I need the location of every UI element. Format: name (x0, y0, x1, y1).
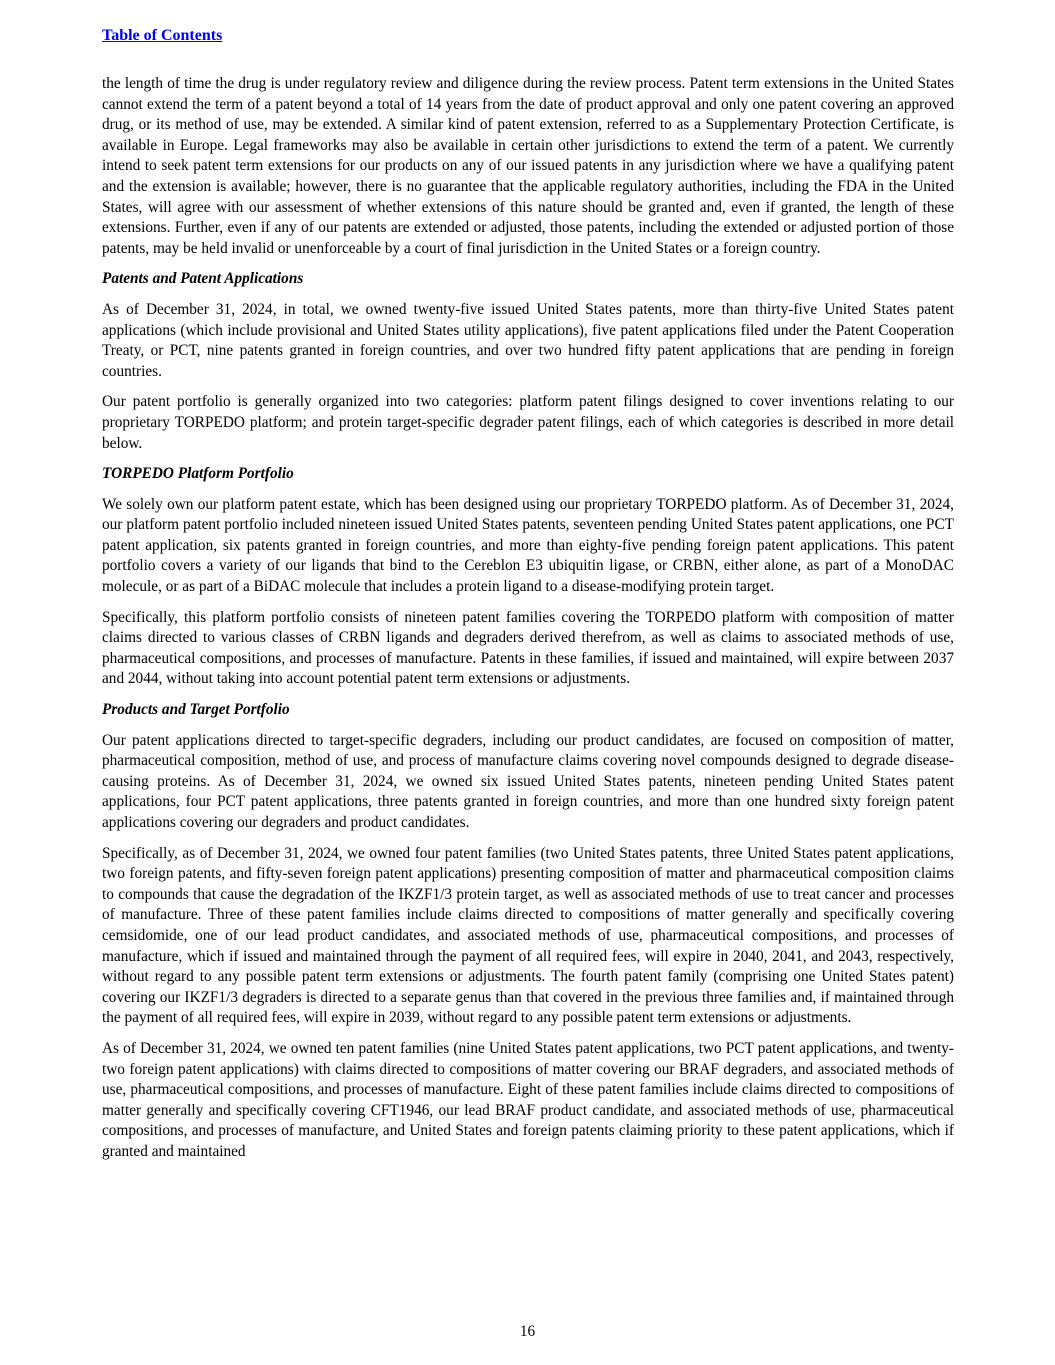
paragraph-platform-patent-estate: We solely own our platform patent estate, which has been designed using our proprietary TORPEDO platform. As of December 31, 2024, our platform patent portfolio included nineteen issued United States patents, seventeen pending United States patent applications, one PCT patent application, six patents granted in foreign countries, and more than eighty-five pending foreign patent applications. This patent portfolio covers a variety of our ligands that bind to the Cereblon E3 ubiquitin ligase, or CRBN, either alone, as part of a MonoDAC molecule, or as part of a BiDAC molecule that includes a protein ligand to a disease-modifying protein target. (102, 495, 954, 596)
heading-torpedo-platform-portfolio: TORPEDO Platform Portfolio (102, 465, 294, 483)
heading-patents-and-applications: Patents and Patent Applications (102, 270, 304, 288)
paragraph-patent-totals: As of December 31, 2024, in total, we owned twenty-five issued United States patents, more than thirty-five United States patent applications (which include provisional and United States utility applications), five patent applications filed under the Patent Cooperation Treaty, or PCT, nine patents granted in foreign countries, and over two hundred fifty patent applications that are pending in foreign countries. (102, 300, 954, 380)
page-number: 16 (519, 1323, 536, 1340)
paragraph-platform-patent-families: Specifically, this platform portfolio consists of nineteen patent families covering the TORPEDO platform with composition of matter claims directed to various classes of CRBN ligands and degraders derived therefrom, as well as claims to associated methods of use, pharmaceutical compositions, and processes of manufacture. Patents in these families, if issued and maintained, will expire between 2037 and 2044, without taking into account potential patent term extensions or adjustments. (102, 608, 954, 688)
heading-products-and-target-portfolio: Products and Target Portfolio (102, 701, 290, 719)
paragraph-patent-term-extension: the length of time the drug is under regulatory review and diligence during the review process. Patent term extensions in the United States cannot extend the term of a patent beyond a total of 14 years from the date of product approval and only one patent covering an approved drug, or its method of use, may be extended. A similar kind of patent extension, referred to as a Supplementary Protection Certificate, is available in Europe. Legal frameworks may also be available in certain other jurisdictions to extend the term of a patent. We currently intend to seek patent term extensions for our products on any of our issued patents in any jurisdiction where we have a qualifying patent and the extension is available; however, there is no guarantee that the applicable regulatory authorities, including the FDA in the United States, will agree with our assessment of whether extensions of this nature should be granted and, even if granted, the length of these extensions. Further, even if any of our patents are extended or adjusted, those patents, including the extended or adjusted portion of those patents, may be held invalid or unenforceable by a court of final jurisdiction in the United States or a foreign country. (102, 75, 954, 257)
paragraph-target-specific-degraders: Our patent applications directed to target-specific degraders, including our product candidates, are focused on composition of matter, pharmaceutical composition, method of use, and process of manufacture claims covering novel compounds designed to degrade disease-causing proteins. As of December 31, 2024, we owned six issued United States patents, nineteen pending United States patent applications, four PCT patent applications, three patents granted in foreign countries, and more than one hundred sixty foreign patent applications covering our degraders and product candidates. (102, 731, 954, 831)
paragraph-ikzf1-3-families: Specifically, as of December 31, 2024, we owned four patent families (two United States patents, three United States patent applications, two foreign patents, and fifty-seven foreign patent applications) presenting composition of matter and pharmaceutical composition claims to compounds that cause the degradation of the IKZF1/3 protein target, as well as associated methods of use to treat cancer and processes of manufacture. Three of these patent families include claims directed to compositions of matter generally and specifically covering cemsidomide, one of our lead product candidates, and associated methods of use, pharmaceutical compositions, and processes of manufacture, which if issued and maintained through the payment of all required fees, will expire in 2040, 2041, and 2043, respectively, without regard to any possible patent term extensions or adjustments. The fourth patent family (comprising one United States patent) covering our IKZF1/3 degraders is directed to a separate genus than that covered in the previous three families and, if maintained through the payment of all required fees, will expire in 2039, without regard to any possible patent term extensions or adjustments. (102, 844, 954, 1027)
paragraph-braf-families: As of December 31, 2024, we owned ten patent families (nine United States patent applications, two PCT patent applications, and twenty-two foreign patent applications) with claims directed to compositions of matter covering our BRAF degraders, and associated methods of use, pharmaceutical compositions, and processes of manufacture. Eight of these patent families include claims directed to compositions of matter generally and specifically covering CFT1946, our lead BRAF product candidate, and associated methods of use, pharmaceutical compositions, and processes of manufacture, and United States and foreign patents claiming priority to these patent applications, which if granted and maintained (102, 1039, 954, 1160)
paragraph-portfolio-organization: Our patent portfolio is generally organized into two categories: platform patent filings designed to cover inventions relating to our proprietary TORPEDO platform; and protein target-specific degrader patent filings, each of which categories is described in more detail below. (102, 393, 954, 452)
document-body (102, 74, 954, 1173)
table-of-contents-link[interactable]: Table of Contents (102, 27, 223, 44)
